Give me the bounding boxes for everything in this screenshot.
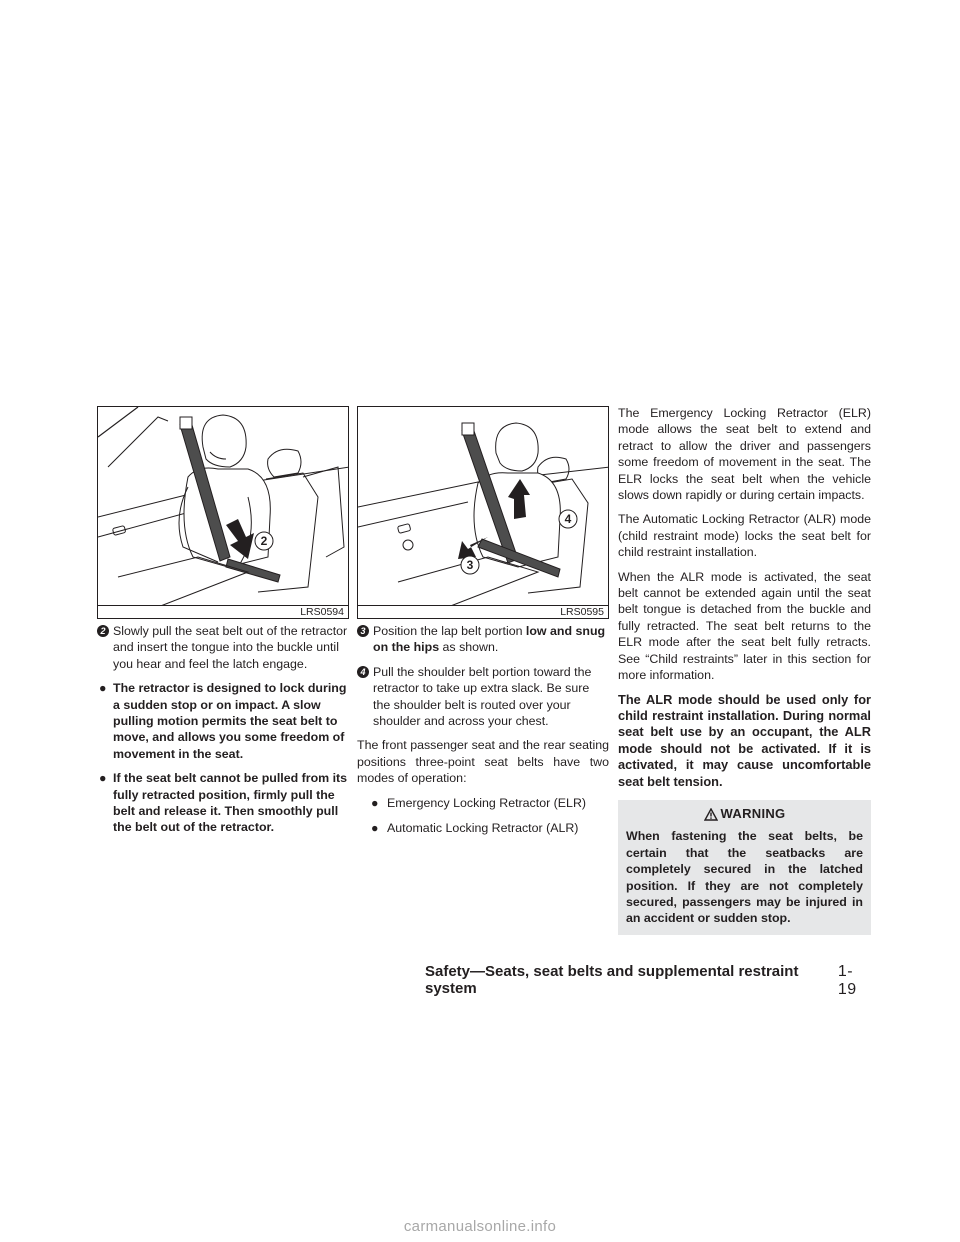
warning-box [618, 800, 871, 935]
mode-2-text: Automatic Locking Retractor (ALR) [387, 821, 579, 836]
callout-3: 3 [466, 558, 474, 572]
modes-paragraph: The front passenger seat and the rear seating positions three-point seat belts have two modes of operation: [357, 738, 609, 786]
step-3-emphasis: low and snug on the hips [373, 624, 606, 655]
seatbelt-illustration-2 [358, 407, 609, 607]
bullet-item [97, 680, 349, 762]
step-4-text: Pull the shoulder belt portion toward the retractor to take up extra slack. Be sure the shoulder belt is routed over your shoulder and across your chest. [373, 664, 592, 729]
elr-paragraph: The Emergency Locking Retractor (ELR) mode allows the seat belt to extend and retract to allow the driver and passengers some freedom of movement in the seat. The ELR locks the seat belt when the vehicle slows down rapidly or during certain impacts. [618, 406, 871, 503]
warning-title [626, 806, 863, 822]
warning-title-text: WARNING [720, 805, 786, 821]
bullet-icon: ● [371, 795, 379, 810]
alr-activation-paragraph: When the ALR mode is activated, the seat belt cannot be extended again until the seat belt tongue is detached from the buckle and fully retracted. The seat belt returns to the ELR mode after the seat belt fully retracts. See “Child restraints” later in this section for more information. [618, 569, 871, 683]
bullet-1-text: The retractor is designed to lock during a sudden stop or on impact. A slow pulling motion permits the seat belt to move, and allows you some freedom of movement in the seat. [113, 681, 347, 761]
step-2-text: Slowly pull the seat belt out of the retractor and insert the tongue into the buckle until you hear and feel the latch engage. [113, 624, 348, 671]
column-2 [357, 406, 609, 836]
step-2 [97, 623, 349, 672]
step-3 [357, 623, 609, 656]
alr-paragraph: The Automatic Locking Retractor (ALR) mode (child restraint mode) locks the seat belt for child restraint installation. [618, 512, 871, 560]
step-number-2: 2 [97, 625, 109, 637]
bullet-icon: ● [99, 681, 107, 696]
figure-seatbelt-adjust [357, 406, 609, 619]
alr-usage-paragraph: The ALR mode should be used only for child restraint installation. During normal seat belt use by an occupant, the ALR mode should not be activated. If it is activated, it may cause uncomfortable seat belt tension. [618, 691, 871, 789]
figure-seatbelt-insert [97, 406, 349, 619]
section-title: Safety—Seats, seat belts and supplemental restraint system [425, 963, 799, 997]
bullet-icon: ● [99, 771, 107, 786]
figure-label: LRS0594 [98, 605, 348, 618]
mode-1-text: Emergency Locking Retractor (ELR) [387, 795, 587, 810]
step-number-3: 3 [357, 625, 369, 637]
mode-list-item [357, 820, 609, 836]
warning-text: When fastening the seat belts, be certain that the seatbacks are completely secured in the latched position. If they are not completely secured, passengers may be injured in an accident or sudden stop. [626, 829, 863, 926]
callout-2: 2 [260, 534, 268, 548]
bullet-2-text: If the seat belt cannot be pulled from its fully retracted position, firmly pull the belt and release it. Then smoothly pull the belt out of the retractor. [113, 771, 348, 835]
seatbelt-illustration-1 [98, 407, 349, 607]
mode-list-item [357, 795, 609, 811]
step-number-4: 4 [357, 666, 369, 678]
page-number: 1-19 [837, 963, 857, 998]
figure-label: LRS0595 [358, 605, 608, 618]
bullet-icon: ● [371, 821, 379, 836]
watermark: carmanualsonline.info [403, 1218, 557, 1235]
bullet-item [97, 770, 349, 836]
step-4 [357, 664, 609, 730]
column-1 [97, 406, 349, 836]
step-3-text-b: as shown. [439, 640, 499, 655]
page-footer [425, 963, 870, 998]
column-3 [618, 405, 871, 935]
step-3-text-a: Position the lap belt portion [373, 624, 526, 638]
callout-4: 4 [564, 512, 572, 526]
warning-triangle-icon [704, 808, 718, 821]
